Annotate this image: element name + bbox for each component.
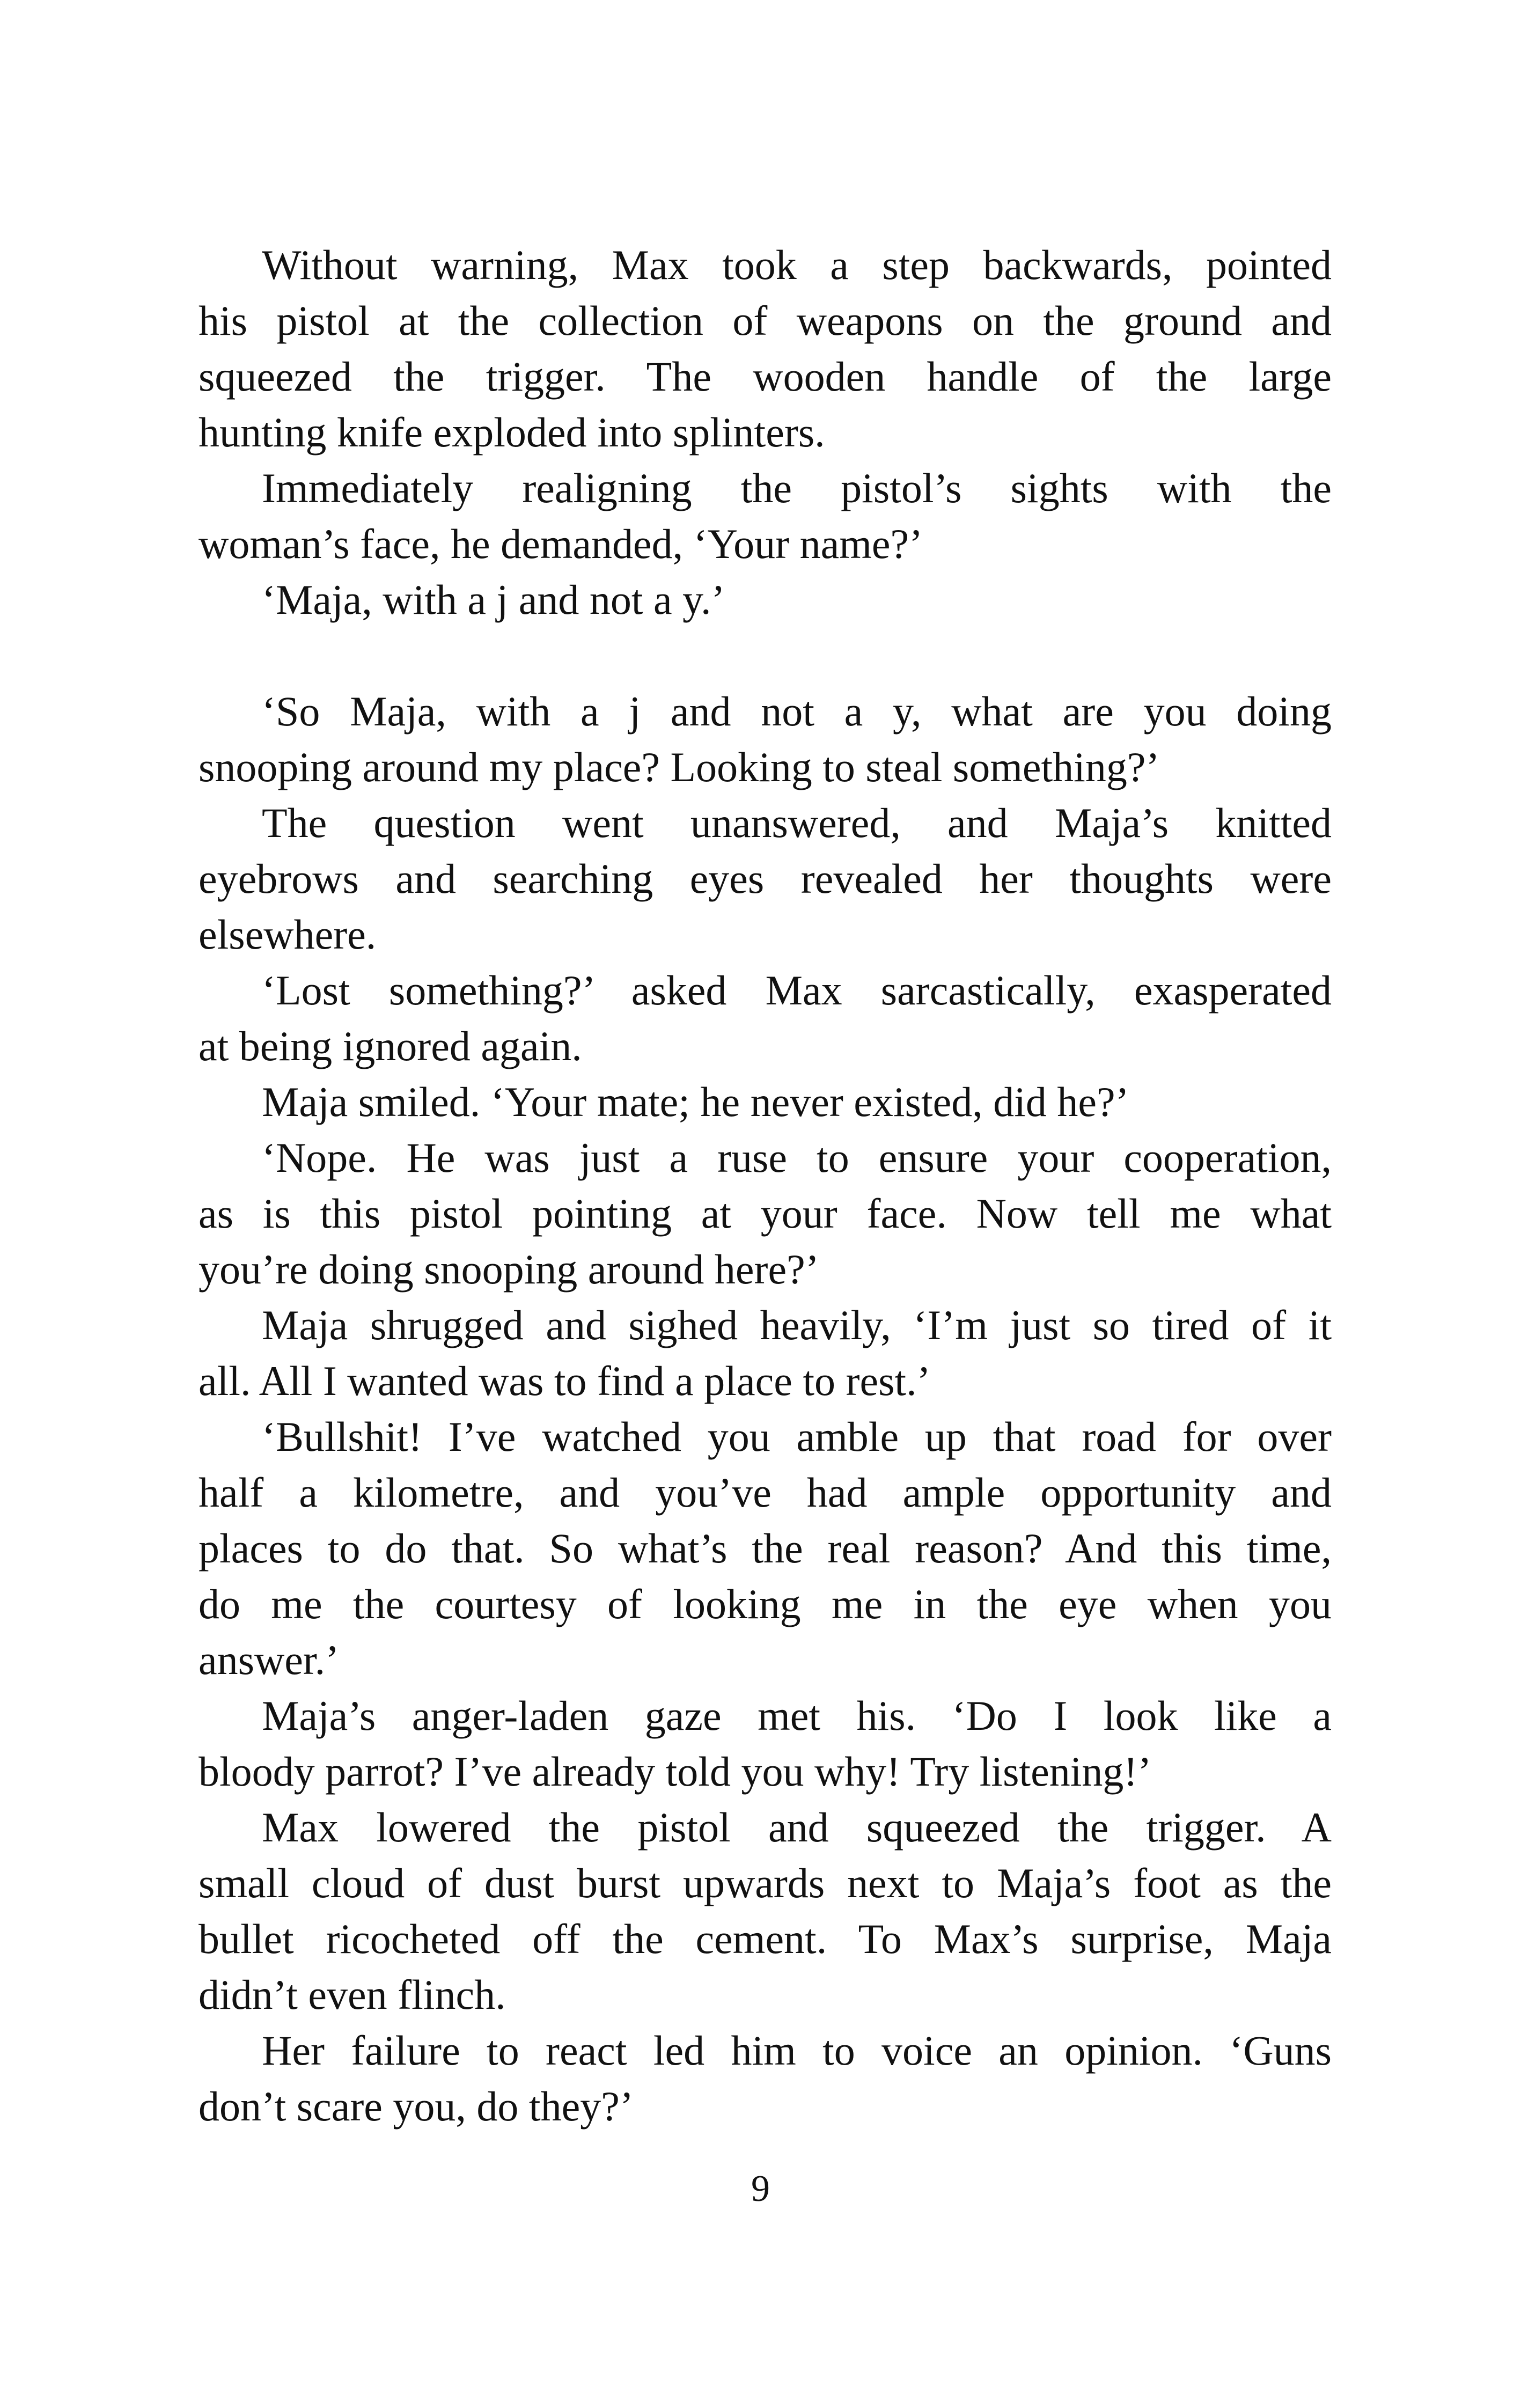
text-line: Maja’s anger-laden gaze met his. ‘Do I look like a [262, 1692, 1332, 1739]
paragraph [199, 1800, 1332, 2023]
text-line: as is this pistol pointing at your face. Now tell me what [199, 1190, 1332, 1237]
text-line: ‘Lost something?’ asked Max sarcastically, exasperated [262, 967, 1332, 1014]
paragraph [199, 572, 1332, 628]
text-line: Max lowered the pistol and squeezed the trigger. A [262, 1804, 1332, 1851]
paragraph [199, 1130, 1332, 1297]
text-line: all. All I wanted was to find a place to rest.’ [199, 1357, 931, 1404]
text-line: do me the courtesy of looking me in the eye when you [199, 1581, 1332, 1627]
text-line: woman’s face, he demanded, ‘Your name?’ [199, 520, 923, 567]
text-line: Her failure to react led him to voice an opinion. ‘Guns [262, 2027, 1332, 2074]
paragraph [199, 963, 1332, 1074]
body-text [199, 237, 1332, 2134]
text-line: bloody parrot? I’ve already told you why! Try listening!’ [199, 1748, 1152, 1795]
paragraph [199, 684, 1332, 795]
text-line: places to do that. So what’s the real reason? And this time, [199, 1525, 1332, 1572]
text-line: Maja shrugged and sighed heavily, ‘I’m just so tired of it [262, 1302, 1332, 1348]
paragraph [199, 2023, 1332, 2134]
text-line: The question went unanswered, and Maja’s knitted [262, 799, 1332, 846]
text-line: half a kilometre, and you’ve had ample opportunity and [199, 1469, 1332, 1516]
text-line: squeezed the trigger. The wooden handle of the large [199, 353, 1332, 400]
text-line: at being ignored again. [199, 1023, 582, 1069]
text-line: ‘Bullshit! I’ve watched you amble up that road for over [262, 1413, 1332, 1460]
paragraph [199, 795, 1332, 963]
text-line: ‘Nope. He was just a ruse to ensure your cooperation, [262, 1134, 1332, 1181]
text-line: his pistol at the collection of weapons on the ground and [199, 297, 1332, 344]
paragraph [199, 1688, 1332, 1800]
text-line: ‘Maja, with a j and not a y.’ [262, 576, 725, 623]
text-line: Maja smiled. ‘Your mate; he never existed, did he?’ [262, 1078, 1129, 1125]
text-line: elsewhere. [199, 911, 377, 958]
section-break [199, 628, 1332, 684]
paragraph [199, 1074, 1332, 1130]
text-line: don’t scare you, do they?’ [199, 2083, 634, 2130]
text-line: you’re doing snooping around here?’ [199, 1246, 819, 1293]
text-line: Immediately realigning the pistol’s sights with the [262, 465, 1332, 511]
text-line: hunting knife exploded into splinters. [199, 409, 825, 456]
text-line: answer.’ [199, 1636, 340, 1683]
text-line: Without warning, Max took a step backwards, pointed [262, 241, 1332, 288]
paragraph [199, 237, 1332, 460]
page-number: 9 [751, 2168, 770, 2209]
paragraph [199, 1297, 1332, 1409]
text-line: eyebrows and searching eyes revealed her thoughts were [199, 855, 1332, 902]
text-line: snooping around my place? Looking to steal something?’ [199, 744, 1160, 790]
paragraph [199, 1409, 1332, 1688]
text-line: bullet ricocheted off the cement. To Max’s surprise, Maja [199, 1915, 1332, 1962]
text-line: ‘So Maja, with a j and not a y, what are you doing [262, 688, 1332, 735]
text-line: didn’t even flinch. [199, 1971, 506, 2018]
paragraph [199, 460, 1332, 572]
text-line: small cloud of dust burst upwards next to Maja’s foot as the [199, 1860, 1332, 1906]
